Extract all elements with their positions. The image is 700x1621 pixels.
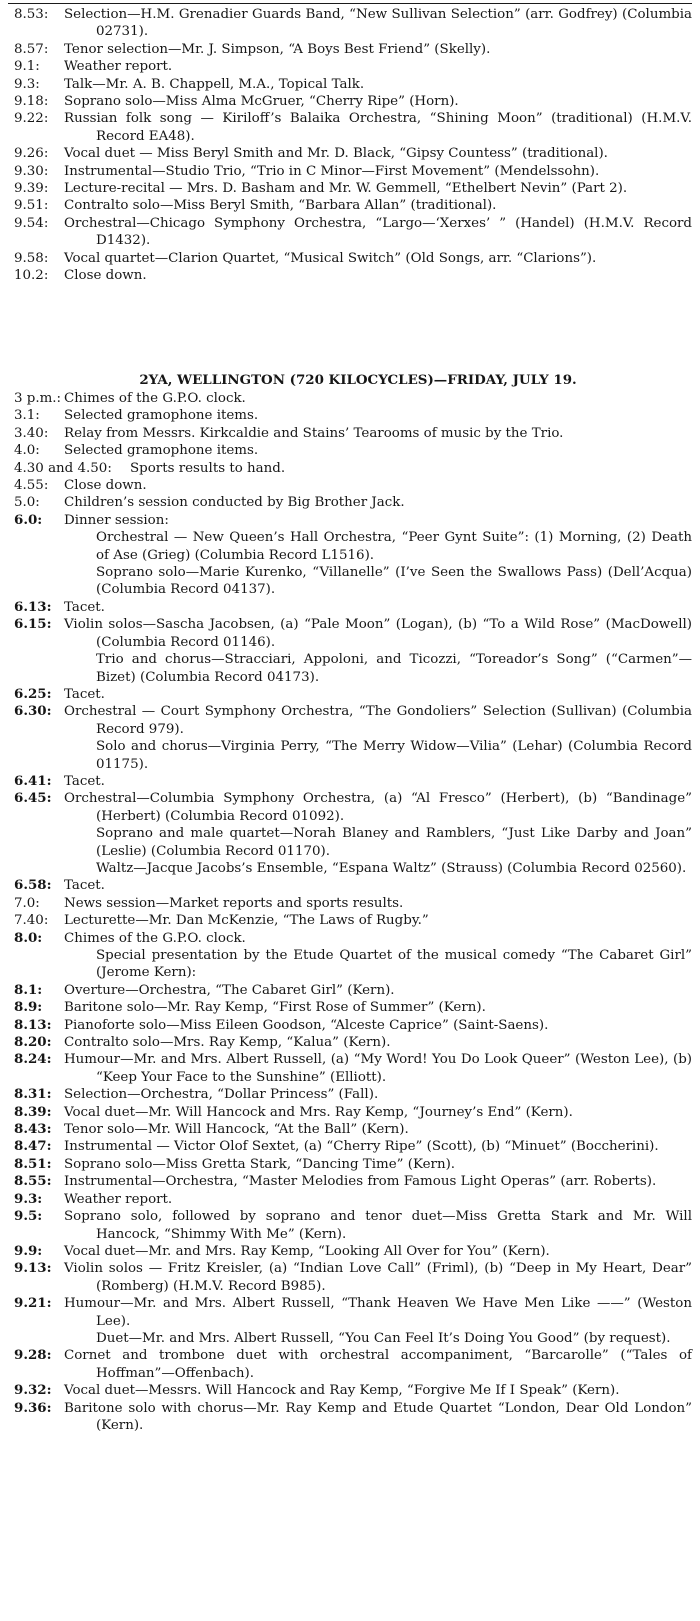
entry-time: 7.0: bbox=[14, 895, 40, 911]
programme-entry bbox=[14, 686, 692, 703]
entry-time: 9.36: bbox=[14, 1399, 52, 1416]
programme-entry bbox=[14, 1243, 692, 1260]
programme-entry bbox=[14, 616, 692, 651]
entry-text: Soprano solo—Miss Alma McGruer, “Cherry Ripe” (Horn). bbox=[64, 94, 459, 110]
entry-time: 9.39: bbox=[14, 181, 49, 197]
programme-entry bbox=[14, 529, 692, 564]
programme-entry bbox=[14, 6, 692, 41]
entry-time: 8.13: bbox=[14, 1016, 52, 1033]
programme-entry bbox=[14, 599, 692, 616]
entry-text: Vocal quartet—Clarion Quartet, “Musical Switch” (Old Songs, arr. “Clarions”). bbox=[64, 250, 597, 266]
entry-time: 6.58: bbox=[14, 877, 52, 894]
entry-text: News session—Market reports and sports results. bbox=[64, 895, 404, 911]
programme-entry bbox=[14, 1347, 692, 1382]
top-rule bbox=[8, 3, 692, 4]
programme-entry bbox=[14, 1034, 692, 1051]
entry-text: Special presentation by the Etude Quartet of the musical comedy “The Cabaret Girl” (Jerome Kern): bbox=[96, 948, 692, 981]
entry-text: Weather report. bbox=[64, 1191, 173, 1207]
programme-section-continued bbox=[14, 6, 692, 285]
entry-text: Contralto solo—Miss Beryl Smith, “Barbara Allan” (traditional). bbox=[64, 198, 497, 214]
entry-text: Relay from Messrs. Kirkcaldie and Stains’ Tearooms of music by the Trio. bbox=[64, 425, 564, 441]
programme-entry bbox=[14, 250, 692, 267]
programme-entry bbox=[14, 477, 692, 494]
programme-entry bbox=[14, 1400, 692, 1435]
entry-text: Tacet. bbox=[64, 878, 105, 894]
entry-text: Instrumental—Orchestra, “Master Melodies from Famous Light Operas” (arr. Roberts). bbox=[64, 1174, 657, 1190]
entry-text: Orchestral—Columbia Symphony Orchestra, (a) “Al Fresco” (Herbert), (b) “Bandinage” (Herbert) (Columbia Record 01092). bbox=[64, 791, 692, 824]
entry-time: 8.51: bbox=[14, 1155, 52, 1172]
entry-time: 4.30 and 4.50: bbox=[14, 460, 112, 476]
programme-entry bbox=[14, 1330, 692, 1347]
entry-time: 8.39: bbox=[14, 1103, 52, 1120]
entry-text: Soprano solo, followed by soprano and tenor duet—Miss Gretta Stark and Mr. Will Hancock, “Shimmy With Me” (Kern). bbox=[64, 1209, 692, 1242]
entry-time: 3 p.m.: bbox=[14, 391, 62, 406]
programme-entry bbox=[14, 877, 692, 894]
entry-time: 6.15: bbox=[14, 616, 52, 633]
entry-time: 6.30: bbox=[14, 703, 52, 720]
programme-entry bbox=[14, 494, 692, 511]
entry-text: Selection—H.M. Grenadier Guards Band, “New Sullivan Selection” (arr. Godfrey) (Columbia 02731). bbox=[64, 7, 692, 40]
programme-entry bbox=[14, 703, 692, 738]
programme-entry bbox=[14, 1382, 692, 1399]
entry-text: Vocal duet—Messrs. Will Hancock and Ray Kemp, “Forgive Me If I Speak” (Kern). bbox=[64, 1383, 620, 1399]
entry-text: Close down. bbox=[64, 478, 147, 494]
entry-time: 9.13: bbox=[14, 1260, 52, 1277]
entry-text: Vocal duet — Miss Beryl Smith and Mr. D. Black, “Gipsy Countess” (traditional). bbox=[64, 146, 608, 162]
entry-time: 9.32: bbox=[14, 1382, 52, 1399]
entry-time: 9.30: bbox=[14, 163, 49, 179]
programme-entry bbox=[14, 1086, 692, 1103]
programme-entry bbox=[14, 1104, 692, 1121]
entry-text: Tenor selection—Mr. J. Simpson, “A Boys Best Friend” (Skelly). bbox=[64, 41, 491, 57]
programme-entry bbox=[14, 197, 692, 214]
entry-time: 9.54: bbox=[14, 215, 49, 231]
programme-entry bbox=[14, 773, 692, 790]
entry-text: Orchestral—Chicago Symphony Orchestra, “Largo—‘Xerxes’ ” (Handel) (H.M.V. Record D1432). bbox=[64, 215, 692, 249]
entry-text: Soprano solo—Miss Gretta Stark, “Dancing Time” (Kern). bbox=[64, 1156, 456, 1172]
programme-entry bbox=[14, 1173, 692, 1190]
programme-entry bbox=[14, 215, 692, 250]
entry-time: 3.1: bbox=[14, 408, 40, 424]
programme-entry bbox=[14, 390, 692, 407]
programme-entry bbox=[14, 58, 692, 75]
entry-time: 6.0: bbox=[14, 511, 43, 528]
entry-text: Dinner session: bbox=[64, 512, 169, 528]
entry-text: Solo and chorus—Virginia Perry, “The Merry Widow—Vilia” (Lehar) (Columbia Record 01175). bbox=[96, 739, 692, 772]
programme-entry bbox=[14, 825, 692, 860]
programme-entry bbox=[14, 1051, 692, 1086]
programme-entry bbox=[14, 163, 692, 180]
programme-entry bbox=[14, 180, 692, 197]
programme-entry bbox=[14, 1138, 692, 1155]
entry-text: Tacet. bbox=[64, 599, 105, 615]
programme-entry bbox=[14, 930, 692, 947]
programme-entry bbox=[14, 41, 692, 58]
entry-time: 9.1: bbox=[14, 59, 40, 75]
entry-text: Violin solos—Sascha Jacobsen, (a) “Pale Moon” (Logan), (b) “To a Wild Rose” (MacDowell) (Columbia Record 01146). bbox=[64, 617, 692, 650]
entry-time: 8.57: bbox=[14, 41, 49, 57]
programme-entry bbox=[14, 999, 692, 1016]
entry-time: 9.3: bbox=[14, 76, 40, 92]
entry-text: Tenor solo—Mr. Will Hancock, “At the Ball” (Kern). bbox=[64, 1122, 409, 1138]
entry-time: 9.21: bbox=[14, 1295, 52, 1312]
entry-time: 8.1: bbox=[14, 981, 43, 998]
entry-time: 6.25: bbox=[14, 685, 52, 702]
programme-entry bbox=[14, 76, 692, 93]
entry-text: Contralto solo—Mrs. Ray Kemp, “Kalua” (Kern). bbox=[64, 1035, 391, 1051]
entry-text: Vocal duet—Mr. Will Hancock and Mrs. Ray Kemp, “Journey’s End” (Kern). bbox=[64, 1104, 573, 1120]
entry-text: Instrumental—Studio Trio, “Trio in C Minor—First Movement” (Mendelssohn). bbox=[64, 163, 600, 179]
entry-text: Cornet and trombone duet with orchestral accompaniment, “Barcarolle” (“Tales of Hoffman”—Offenbach). bbox=[64, 1348, 692, 1381]
entry-time: 8.43: bbox=[14, 1121, 52, 1138]
programme-entry bbox=[14, 267, 692, 284]
programme-entry bbox=[14, 93, 692, 110]
entry-time: 9.18: bbox=[14, 94, 49, 110]
entry-text: Talk—Mr. A. B. Chappell, M.A., Topical Talk. bbox=[64, 76, 365, 92]
entry-time: 9.26: bbox=[14, 146, 49, 162]
programme-entry bbox=[14, 512, 692, 529]
entry-time: 4.0: bbox=[14, 443, 40, 459]
entry-text: Baritone solo—Mr. Ray Kemp, “First Rose of Summer” (Kern). bbox=[64, 1000, 486, 1016]
programme-entry bbox=[14, 947, 692, 982]
programme-entry bbox=[14, 407, 692, 424]
entry-text: Pianoforte solo—Miss Eileen Goodson, “Alceste Caprice” (Saint-Saens). bbox=[64, 1017, 549, 1033]
entry-time: 8.20: bbox=[14, 1034, 52, 1051]
entry-text: Russian folk song — Kiriloff’s Balaika Orchestra, “Shining Moon” (traditional) (H.M.V. Record EA48). bbox=[64, 111, 692, 144]
entry-text: Lecture-recital — Mrs. D. Basham and Mr. W. Gemmell, “Ethelbert Nevin” (Part 2). bbox=[64, 181, 628, 197]
programme-entry bbox=[14, 460, 692, 477]
entry-text: Duet—Mr. and Mrs. Albert Russell, “You Can Feel It’s Doing You Good” (by request). bbox=[96, 1330, 671, 1346]
entry-text: Selected gramophone items. bbox=[64, 443, 259, 459]
entry-text: Weather report. bbox=[64, 59, 173, 75]
programme-entry bbox=[14, 1156, 692, 1173]
entry-time: 8.47: bbox=[14, 1138, 52, 1155]
entry-text: Soprano and male quartet—Norah Blaney and Ramblers, “Just Like Darby and Joan” (Leslie) (Columbia Record 01170). bbox=[96, 826, 692, 859]
entry-time: 7.40: bbox=[14, 913, 49, 929]
entry-time: 8.31: bbox=[14, 1086, 52, 1103]
programme-entry bbox=[14, 860, 692, 877]
entry-text: Tacet. bbox=[64, 773, 105, 789]
programme-entry bbox=[14, 895, 692, 912]
programme-entry bbox=[14, 145, 692, 162]
programme-entry bbox=[14, 1295, 692, 1330]
entry-time: 9.5: bbox=[14, 1208, 43, 1225]
entry-text: Orchestral — New Queen’s Hall Orchestra, “Peer Gynt Suite”: (1) Morning, (2) Death of Ase (Grieg) (Columbia Record L1516). bbox=[96, 530, 692, 563]
entry-time: 4.55: bbox=[14, 478, 49, 494]
entry-time: 8.0: bbox=[14, 929, 43, 946]
entry-text: Lecturette—Mr. Dan McKenzie, “The Laws of Rugby.” bbox=[64, 913, 429, 929]
entry-text: Close down. bbox=[64, 268, 147, 284]
programme-entry bbox=[14, 651, 692, 686]
entry-text: Chimes of the G.P.O. clock. bbox=[64, 391, 246, 406]
entry-text: Sports results to hand. bbox=[130, 460, 286, 476]
programme-entry bbox=[14, 790, 692, 825]
entry-time: 8.24: bbox=[14, 1051, 52, 1068]
entry-time: 9.9: bbox=[14, 1242, 43, 1259]
entry-text: Baritone solo with chorus—Mr. Ray Kemp and Etude Quartet “London, Dear Old London” (Kern). bbox=[64, 1400, 692, 1433]
entry-text: Waltz—Jacque Jacobs’s Ensemble, “Espana Waltz” (Strauss) (Columbia Record 02560). bbox=[96, 860, 687, 876]
programme-entry bbox=[14, 1191, 692, 1208]
entry-text: Selection—Orchestra, “Dollar Princess” (Fall). bbox=[64, 1087, 379, 1103]
programme-section-2ya bbox=[14, 370, 692, 1434]
entry-text: Trio and chorus—Stracciari, Appoloni, and Ticozzi, “Toreador’s Song” (“Carmen”—Bizet) (Columbia Record 04173). bbox=[96, 652, 692, 685]
entry-time: 9.3: bbox=[14, 1190, 43, 1207]
entry-text: Soprano solo—Marie Kurenko, “Villanelle” (I’ve Seen the Swallows Pass) (Dell’Acqua) (Columbia Record 04137). bbox=[96, 565, 692, 598]
programme-entry bbox=[14, 1260, 692, 1295]
entry-text: Overture—Orchestra, “The Cabaret Girl” (Kern). bbox=[64, 982, 395, 998]
programme-entry bbox=[14, 442, 692, 459]
entry-time: 9.28: bbox=[14, 1347, 52, 1364]
entry-text: Chimes of the G.P.O. clock. bbox=[64, 930, 246, 946]
entry-text: Selected gramophone items. bbox=[64, 408, 259, 424]
entry-time: 6.45: bbox=[14, 790, 52, 807]
entry-text: Violin solos — Fritz Kreisler, (a) “Indian Love Call” (Friml), (b) “Deep in My Heart, Dear” (Romberg) (H.M.V. Record B985). bbox=[64, 1261, 692, 1294]
entry-time: 3.40: bbox=[14, 425, 49, 441]
entry-text: Tacet. bbox=[64, 686, 105, 702]
programme-entry bbox=[14, 982, 692, 999]
programme-entry bbox=[14, 1121, 692, 1138]
station-heading: 2YA, WELLINGTON (720 KILOCYCLES)—FRIDAY, JULY 19. bbox=[139, 372, 577, 388]
programme-entry bbox=[14, 1208, 692, 1243]
entry-time: 9.51: bbox=[14, 198, 49, 214]
programme-entry bbox=[14, 425, 692, 442]
entry-time: 10.2: bbox=[14, 268, 49, 284]
entry-time: 8.53: bbox=[14, 7, 49, 22]
entry-time: 9.58: bbox=[14, 250, 49, 266]
entry-time: 8.55: bbox=[14, 1173, 52, 1190]
programme-entry bbox=[14, 738, 692, 773]
entry-time: 5.0: bbox=[14, 495, 40, 511]
entry-time: 8.9: bbox=[14, 999, 43, 1016]
entry-text: Children’s session conducted by Big Brother Jack. bbox=[64, 495, 405, 511]
entry-text: Instrumental — Victor Olof Sextet, (a) “Cherry Ripe” (Scott), (b) “Minuet” (Boccherini). bbox=[64, 1139, 659, 1155]
entry-time: 9.22: bbox=[14, 111, 49, 127]
entry-time: 6.13: bbox=[14, 598, 52, 615]
entry-text: Humour—Mr. and Mrs. Albert Russell, (a) “My Word! You Do Look Queer” (Weston Lee), (b) “Keep Your Face to the Sunshine” (Elliott). bbox=[64, 1052, 692, 1085]
entry-text: Orchestral — Court Symphony Orchestra, “The Gondoliers” Selection (Sullivan) (Columbia Record 979). bbox=[64, 704, 692, 737]
programme-entry bbox=[14, 912, 692, 929]
programme-entry bbox=[14, 1017, 692, 1034]
entry-time: 6.41: bbox=[14, 772, 52, 789]
entry-text: Vocal duet—Mr. and Mrs. Ray Kemp, “Looking All Over for You” (Kern). bbox=[64, 1243, 550, 1259]
programme-entry bbox=[14, 564, 692, 599]
programme-entry bbox=[14, 110, 692, 145]
entry-text: Humour—Mr. and Mrs. Albert Russell, “Thank Heaven We Have Men Like ——” (Weston Lee). bbox=[64, 1296, 692, 1329]
